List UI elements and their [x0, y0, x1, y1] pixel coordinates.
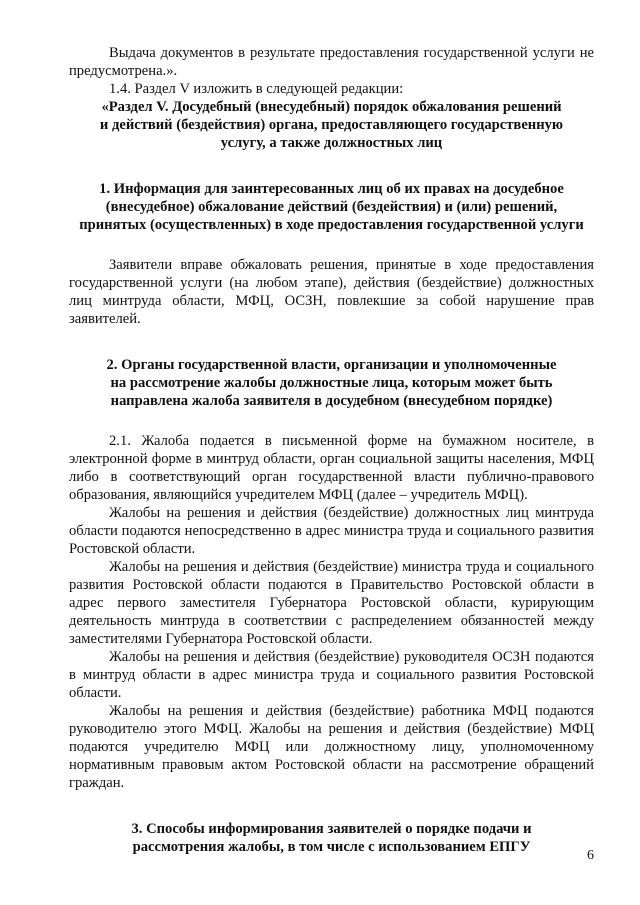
intro-paragraph-2: 1.4. Раздел V изложить в следующей редакции:: [109, 81, 404, 97]
section-1-paragraph-1: Заявители вправе обжаловать решения, принятые в ходе предоставления государственной услуги (на любом этапе), действия (бездействие) должностных лиц минтруда области, МФЦ, ОСЗН, повлекшие за собой нарушение прав заявителей.: [69, 257, 594, 327]
section-3-heading: [69, 820, 594, 856]
section-2-paragraph-5: Жалобы на решения и действия (бездействие) работника МФЦ подаются руководителю этого МФЦ. Жалобы на решения и действия (бездействие) МФЦ подаются учредителю МФЦ или должностному лицу, уполномоченному нормативным правовым актом Ростовской области на рассмотрение обращений граждан.: [69, 703, 594, 791]
page-number: 6: [587, 848, 594, 863]
section-2-paragraph-3: Жалобы на решения и действия (бездействие) министра труда и социального развития Ростовской области подаются в Правительство Ростовской области в адрес первого заместителя Губернатора Ростовской области, курирующим деятельность минтруда в соответствии с распределением обязанностей между заместителями Губернатора Ростовской области.: [69, 559, 594, 647]
heading-line: услугу, а также должностных лиц: [220, 135, 443, 151]
heading-line: 3. Способы информирования заявителей о порядке подачи и: [131, 821, 532, 837]
heading-line: принятых (осуществленных) в ходе предоставления государственной услуги: [79, 217, 584, 233]
section-2-paragraph-1: 2.1. Жалоба подается в письменной форме на бумажном носителе, в электронной форме в минтруд области, орган социальной защиты населения, МФЦ либо в соответствующий орган государственной власти публично-правового образования, являющийся учредителем МФЦ (далее – учредитель МФЦ).: [69, 433, 594, 503]
heading-line: и действий (бездействия) органа, предоставляющего государственную: [99, 117, 564, 133]
heading-line: рассмотрения жалобы, в том числе с использованием ЕПГУ: [132, 839, 531, 855]
heading-line: 2. Органы государственной власти, организации и уполномоченные: [106, 357, 557, 373]
section-v-heading: [69, 98, 594, 152]
section-2-paragraph-2: Жалобы на решения и действия (бездействие) должностных лиц минтруда области подаются непосредственно в адрес министра труда и социального развития Ростовской области.: [69, 505, 594, 557]
intro-paragraph-1: Выдача документов в результате предоставления государственной услуги не предусмотрена.».: [69, 45, 594, 79]
section-2-heading: [69, 356, 594, 410]
document-page: [69, 44, 594, 856]
heading-line: направлена жалоба заявителя в досудебном (внесудебном порядке): [110, 393, 553, 409]
heading-line: 1. Информация для заинтересованных лиц об их правах на досудебное: [99, 181, 564, 197]
section-1-heading: [69, 180, 594, 234]
heading-line: «Раздел V. Досудебный (внесудебный) порядок обжалования решений: [101, 99, 562, 115]
heading-line: на рассмотрение жалобы должностные лица, которым может быть: [110, 375, 553, 391]
heading-line: (внесудебное) обжалование действий (бездействия) и (или) решений,: [105, 199, 558, 215]
section-2-paragraph-4: Жалобы на решения и действия (бездействие) руководителя ОСЗН подаются в минтруд области в адрес министра труда и социального развития Ростовской области.: [69, 649, 594, 701]
